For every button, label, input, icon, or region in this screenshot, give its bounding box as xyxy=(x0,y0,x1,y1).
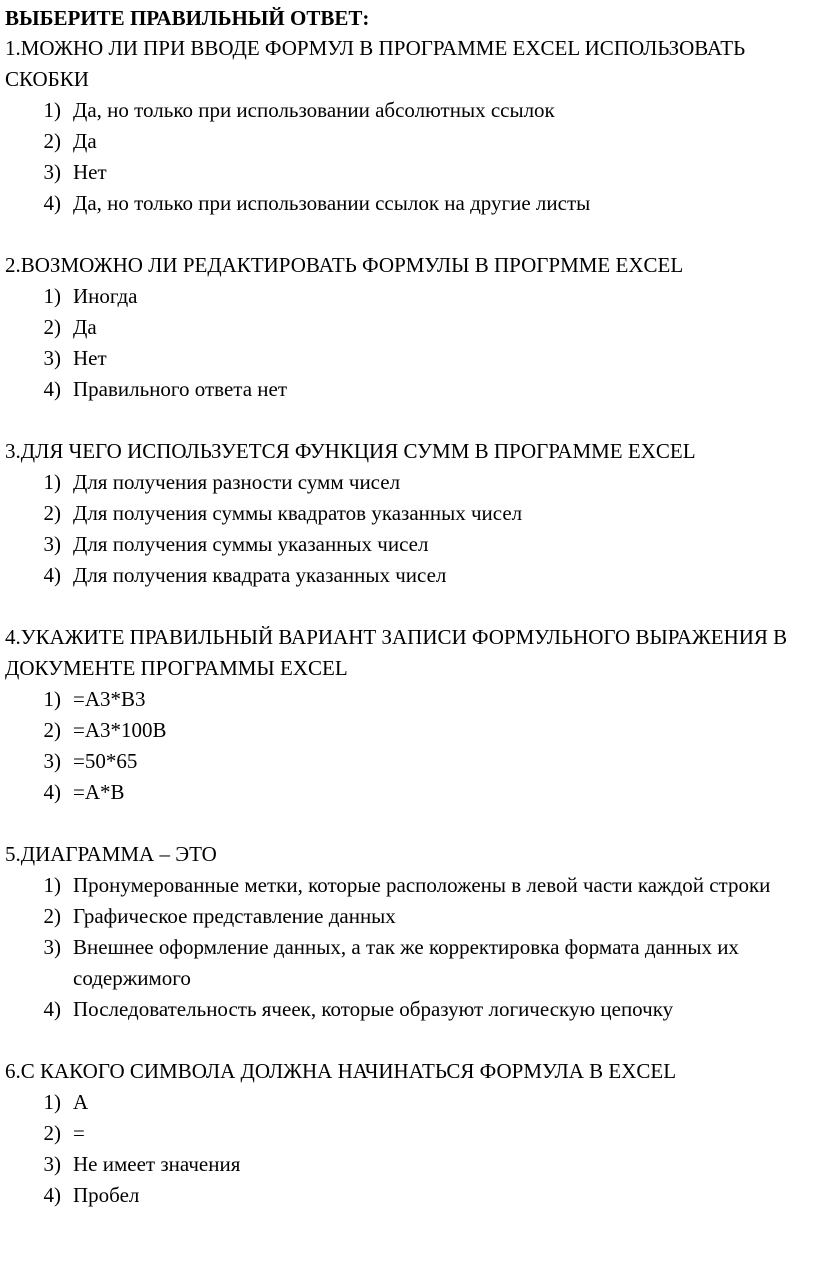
answer-option xyxy=(5,1149,810,1180)
option-number: 1) xyxy=(43,470,61,494)
option-number: 2) xyxy=(43,315,61,339)
option-number: 4) xyxy=(43,997,61,1021)
option-number: 4) xyxy=(43,563,61,587)
option-text: = xyxy=(73,1121,85,1145)
option-text: Иногда xyxy=(73,284,138,308)
option-number: 2) xyxy=(43,129,61,153)
option-number: 1) xyxy=(43,98,61,122)
option-number: 3) xyxy=(43,1152,61,1176)
option-number: 2) xyxy=(43,904,61,928)
answer-options xyxy=(5,467,810,591)
answer-option xyxy=(5,901,810,932)
option-text: Для получения разности сумм чисел xyxy=(73,470,401,494)
option-number: 4) xyxy=(43,1183,61,1207)
answer-option xyxy=(5,126,810,157)
option-text: Да, но только при использовании абсолютных ссылок xyxy=(73,98,555,122)
answer-option xyxy=(5,374,810,405)
question-text: 2.ВОЗМОЖНО ЛИ РЕДАКТИРОВАТЬ ФОРМУЛЫ В ПРОГРММЕ EXCEL xyxy=(5,253,684,277)
answer-option xyxy=(5,498,810,529)
answer-options xyxy=(5,95,810,219)
answer-option xyxy=(5,188,810,219)
answer-option xyxy=(5,529,810,560)
option-text: Последовательность ячеек, которые образуют логическую цепочку xyxy=(73,997,674,1021)
option-text: Внешнее оформление данных, а так же корректировка формата данных их содержимого xyxy=(73,935,739,990)
answer-option xyxy=(5,932,810,994)
option-text: Да, но только при использовании ссылок на другие листы xyxy=(73,191,591,215)
question-text: 3.ДЛЯ ЧЕГО ИСПОЛЬЗУЕТСЯ ФУНКЦИЯ СУММ В ПРОГРАММЕ EXCEL xyxy=(5,439,696,463)
answer-option xyxy=(5,715,810,746)
option-text: Да xyxy=(73,129,97,153)
option-number: 4) xyxy=(43,191,61,215)
option-text: Пробел xyxy=(73,1183,140,1207)
option-text: Для получения суммы указанных чисел xyxy=(73,532,429,556)
option-number: 1) xyxy=(43,687,61,711)
option-number: 1) xyxy=(43,1090,61,1114)
option-number: 2) xyxy=(43,501,61,525)
answer-option xyxy=(5,684,810,715)
option-text: Для получения квадрата указанных чисел xyxy=(73,563,447,587)
answer-options xyxy=(5,281,810,405)
question-text: 1.МОЖНО ЛИ ПРИ ВВОДЕ ФОРМУЛ В ПРОГРАММЕ EXCEL ИСПОЛЬЗОВАТЬ СКОБКИ xyxy=(5,36,746,91)
option-number: 1) xyxy=(43,873,61,897)
option-number: 2) xyxy=(43,718,61,742)
instruction-heading: ВЫБЕРИТЕ ПРАВИЛЬНЫЙ ОТВЕТ: xyxy=(5,6,370,30)
option-text: А xyxy=(73,1090,89,1114)
question-block xyxy=(5,33,810,219)
option-number: 3) xyxy=(43,532,61,556)
answer-option xyxy=(5,1118,810,1149)
question-block xyxy=(5,1056,810,1211)
answer-option xyxy=(5,95,810,126)
answer-option xyxy=(5,281,810,312)
answer-option xyxy=(5,312,810,343)
option-text: Нет xyxy=(73,160,107,184)
option-text: =А3*В3 xyxy=(73,687,146,711)
option-number: 3) xyxy=(43,346,61,370)
option-text: Не имеет значения xyxy=(73,1152,241,1176)
option-number: 4) xyxy=(43,780,61,804)
answer-options xyxy=(5,870,810,1025)
option-text: Для получения суммы квадратов указанных чисел xyxy=(73,501,523,525)
answer-option xyxy=(5,467,810,498)
answer-option xyxy=(5,157,810,188)
question-block xyxy=(5,436,810,591)
option-text: Да xyxy=(73,315,97,339)
document-page xyxy=(5,3,810,1242)
answer-option xyxy=(5,994,810,1025)
answer-option xyxy=(5,1087,810,1118)
answer-option xyxy=(5,746,810,777)
answer-option xyxy=(5,343,810,374)
option-number: 1) xyxy=(43,284,61,308)
option-text: =А3*100В xyxy=(73,718,167,742)
question-text: 4.УКАЖИТЕ ПРАВИЛЬНЫЙ ВАРИАНТ ЗАПИСИ ФОРМУЛЬНОГО ВЫРАЖЕНИЯ В ДОКУМЕНТЕ ПРОГРАММЫ EXCEL xyxy=(5,625,788,680)
answer-options xyxy=(5,684,810,808)
option-number: 3) xyxy=(43,749,61,773)
option-number: 4) xyxy=(43,377,61,401)
option-text: Пронумерованные метки, которые расположены в левой части каждой строки xyxy=(73,873,771,897)
question-text: 6.С КАКОГО СИМВОЛА ДОЛЖНА НАЧИНАТЬСЯ ФОРМУЛА В EXCEL xyxy=(5,1059,677,1083)
option-text: =50*65 xyxy=(73,749,138,773)
option-number: 3) xyxy=(43,935,61,959)
answer-option xyxy=(5,777,810,808)
answer-options xyxy=(5,1087,810,1211)
option-text: Графическое представление данных xyxy=(73,904,396,928)
option-text: =А*В xyxy=(73,780,125,804)
option-text: Нет xyxy=(73,346,107,370)
option-number: 2) xyxy=(43,1121,61,1145)
question-block xyxy=(5,839,810,1025)
answer-option xyxy=(5,870,810,901)
option-number: 3) xyxy=(43,160,61,184)
question-block xyxy=(5,250,810,405)
option-text: Правильного ответа нет xyxy=(73,377,288,401)
answer-option xyxy=(5,560,810,591)
answer-option xyxy=(5,1180,810,1211)
question-text: 5.ДИАГРАММА – ЭТО xyxy=(5,842,217,866)
question-block xyxy=(5,622,810,808)
